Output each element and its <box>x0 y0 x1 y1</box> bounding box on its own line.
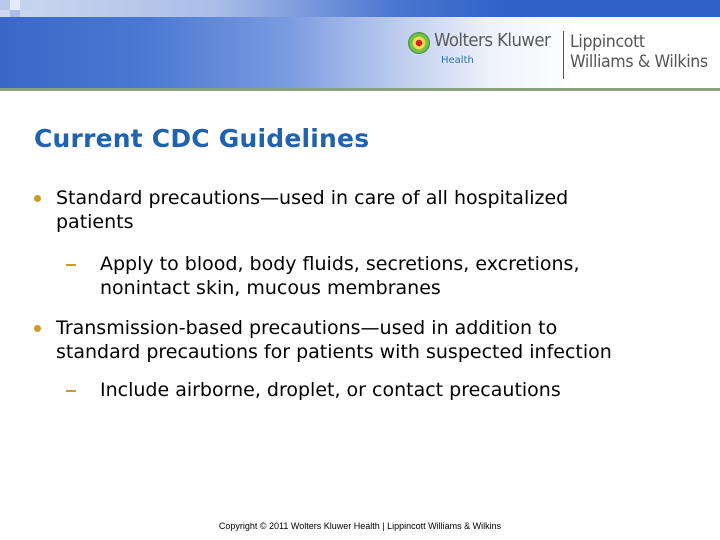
logo-imprint-line1: Lippincott <box>570 32 645 52</box>
header-top-strip <box>0 0 720 17</box>
dash-icon <box>66 264 76 266</box>
logo-imprint <box>570 32 708 72</box>
decorative-square <box>0 0 10 10</box>
bullet-text-line: Transmission-based precautions—used in addition to <box>56 317 558 339</box>
slide-title: Current CDC Guidelines <box>34 124 370 153</box>
decorative-square <box>10 10 20 17</box>
sub-bullet-text-line: nonintact skin, mucous membranes <box>100 277 441 299</box>
bullet-text-line: patients <box>56 211 134 233</box>
logo-divider <box>563 31 564 79</box>
dash-icon <box>66 390 76 392</box>
copyright-footer: Copyright © 2011 Wolters Kluwer Health | Lippincott Williams & Wilkins <box>218 521 502 531</box>
bullet-dot-icon <box>34 325 41 332</box>
globe-icon <box>408 32 430 54</box>
bullet-text-line: Standard precautions—used in care of all hospitalized <box>56 187 569 209</box>
logo-company: Wolters Kluwer <box>434 30 551 51</box>
header-divider <box>0 88 720 91</box>
bullet-text-line: standard precautions for patients with suspected infection <box>56 341 612 363</box>
decorative-square <box>10 0 20 10</box>
decorative-square <box>20 0 32 10</box>
sub-bullet-text-line: Include airborne, droplet, or contact precautions <box>100 379 561 401</box>
sub-bullet-text-line: Apply to blood, body fluids, secretions, excretions, <box>100 253 580 275</box>
logo-division: Health <box>441 55 474 66</box>
bullet-dot-icon <box>34 195 41 202</box>
logo-imprint-line2: Williams & Wilkins <box>570 52 708 72</box>
